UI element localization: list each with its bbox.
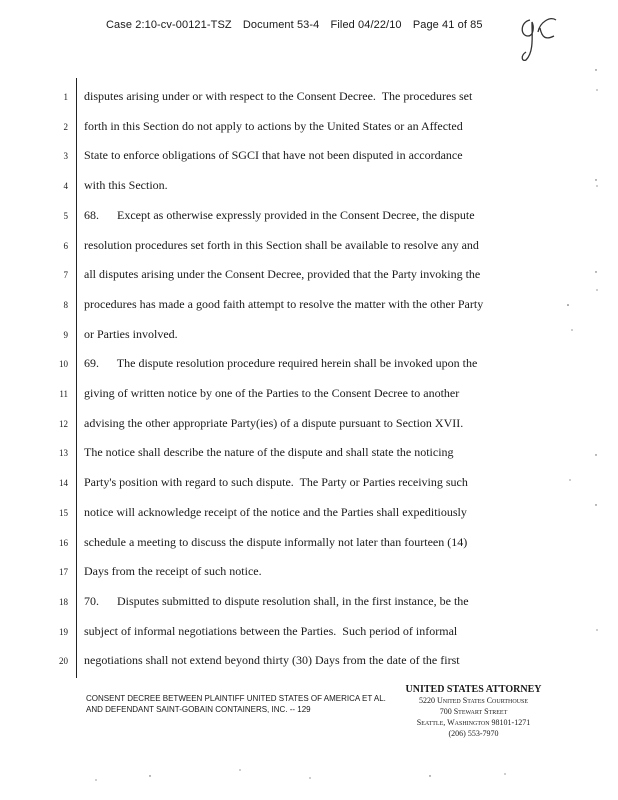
line-number: 17 [59,567,68,578]
office-address: 5220 United States Courthouse [418,696,529,705]
line-number: 1 [63,92,68,102]
line-number: 8 [63,299,68,310]
line-number: 12 [59,418,68,429]
line-text: The notice shall describe the nature of the dispute and shall state the noticing [84,445,454,460]
line-text: schedule a meeting to discuss the dispute informally not later than fourteen (14) [84,534,468,549]
office-phone: (206) 553-7970 [448,729,499,738]
page-number: Page 41 of 85 [412,19,483,31]
line-number: 11 [59,389,68,399]
line-text: all disputes arising under the Consent Decree, provided that the Party invoking the [84,267,481,282]
case-number: Case 2:10-cv-00121-TSZ [106,19,232,31]
line-number: 20 [59,656,68,667]
line-number: 6 [63,240,68,251]
line-number: 16 [59,537,68,548]
line-text: advising the other appropriate Party(ies) of a dispute pursuant to Section XVII. [84,415,464,430]
line-text: 68. Except as otherwise expressly provided in the Consent Decree, the dispute [84,207,475,222]
line-text: 70. Disputes submitted to dispute resolution shall, in the first instance, be the [84,593,469,608]
line-number: 2 [63,121,68,132]
line-number: 18 [59,596,68,607]
office-address: 700 Stewart Street [439,707,508,716]
line-number: 13 [59,448,68,459]
line-text: resolution procedures set forth in this Section shall be available to resolve any and [84,237,479,252]
line-number: 3 [63,151,68,162]
document-number: Document 53-4 [242,19,320,31]
line-number: 19 [59,626,68,637]
line-text: notice will acknowledge receipt of the notice and the Parties shall expeditiously [84,504,467,519]
line-number: 4 [63,181,68,192]
line-text: or Parties involved. [84,326,178,341]
line-number: 5 [63,210,68,221]
line-number: 7 [63,270,68,281]
line-text: Days from the receipt of such notice. [84,564,262,579]
line-text: 69. The dispute resolution procedure required herein shall be invoked upon the [84,356,478,371]
line-text: State to enforce obligations of SGCI that have not been disputed in accordance [84,148,463,163]
line-number: 9 [63,329,68,340]
footer-caption-line: CONSENT DECREE BETWEEN PLAINTIFF UNITED STATES OF AMERICA ET AL. [86,694,386,703]
line-text: negotiations shall not extend beyond thirty (30) Days from the date of the first [84,653,460,668]
line-text: procedures has made a good faith attempt to resolve the matter with the other Party [84,296,484,311]
line-text: giving of written notice by one of the Parties to the Consent Decree to another [84,386,460,400]
line-text: Party's position with regard to such dispute. The Party or Parties receiving such [84,475,468,490]
line-number: 10 [59,359,68,370]
footer-caption-line: AND DEFENDANT SAINT-GOBAIN CONTAINERS, INC. -- 129 [86,705,311,714]
filed-date: Filed 04/22/10 [330,19,402,31]
line-text: forth in this Section do not apply to actions by the United States or an Affected [84,118,463,133]
line-number: 14 [59,478,68,489]
office-name: UNITED STATES ATTORNEY [405,684,542,695]
line-text: with this Section. [84,178,168,193]
line-number: 15 [59,507,68,518]
office-address: Seattle, Washington 98101-1271 [416,718,531,727]
line-text: disputes arising under or with respect to the Consent Decree. The procedures set [84,89,473,103]
line-text: subject of informal negotiations between the Parties. Such period of informal [84,623,458,638]
